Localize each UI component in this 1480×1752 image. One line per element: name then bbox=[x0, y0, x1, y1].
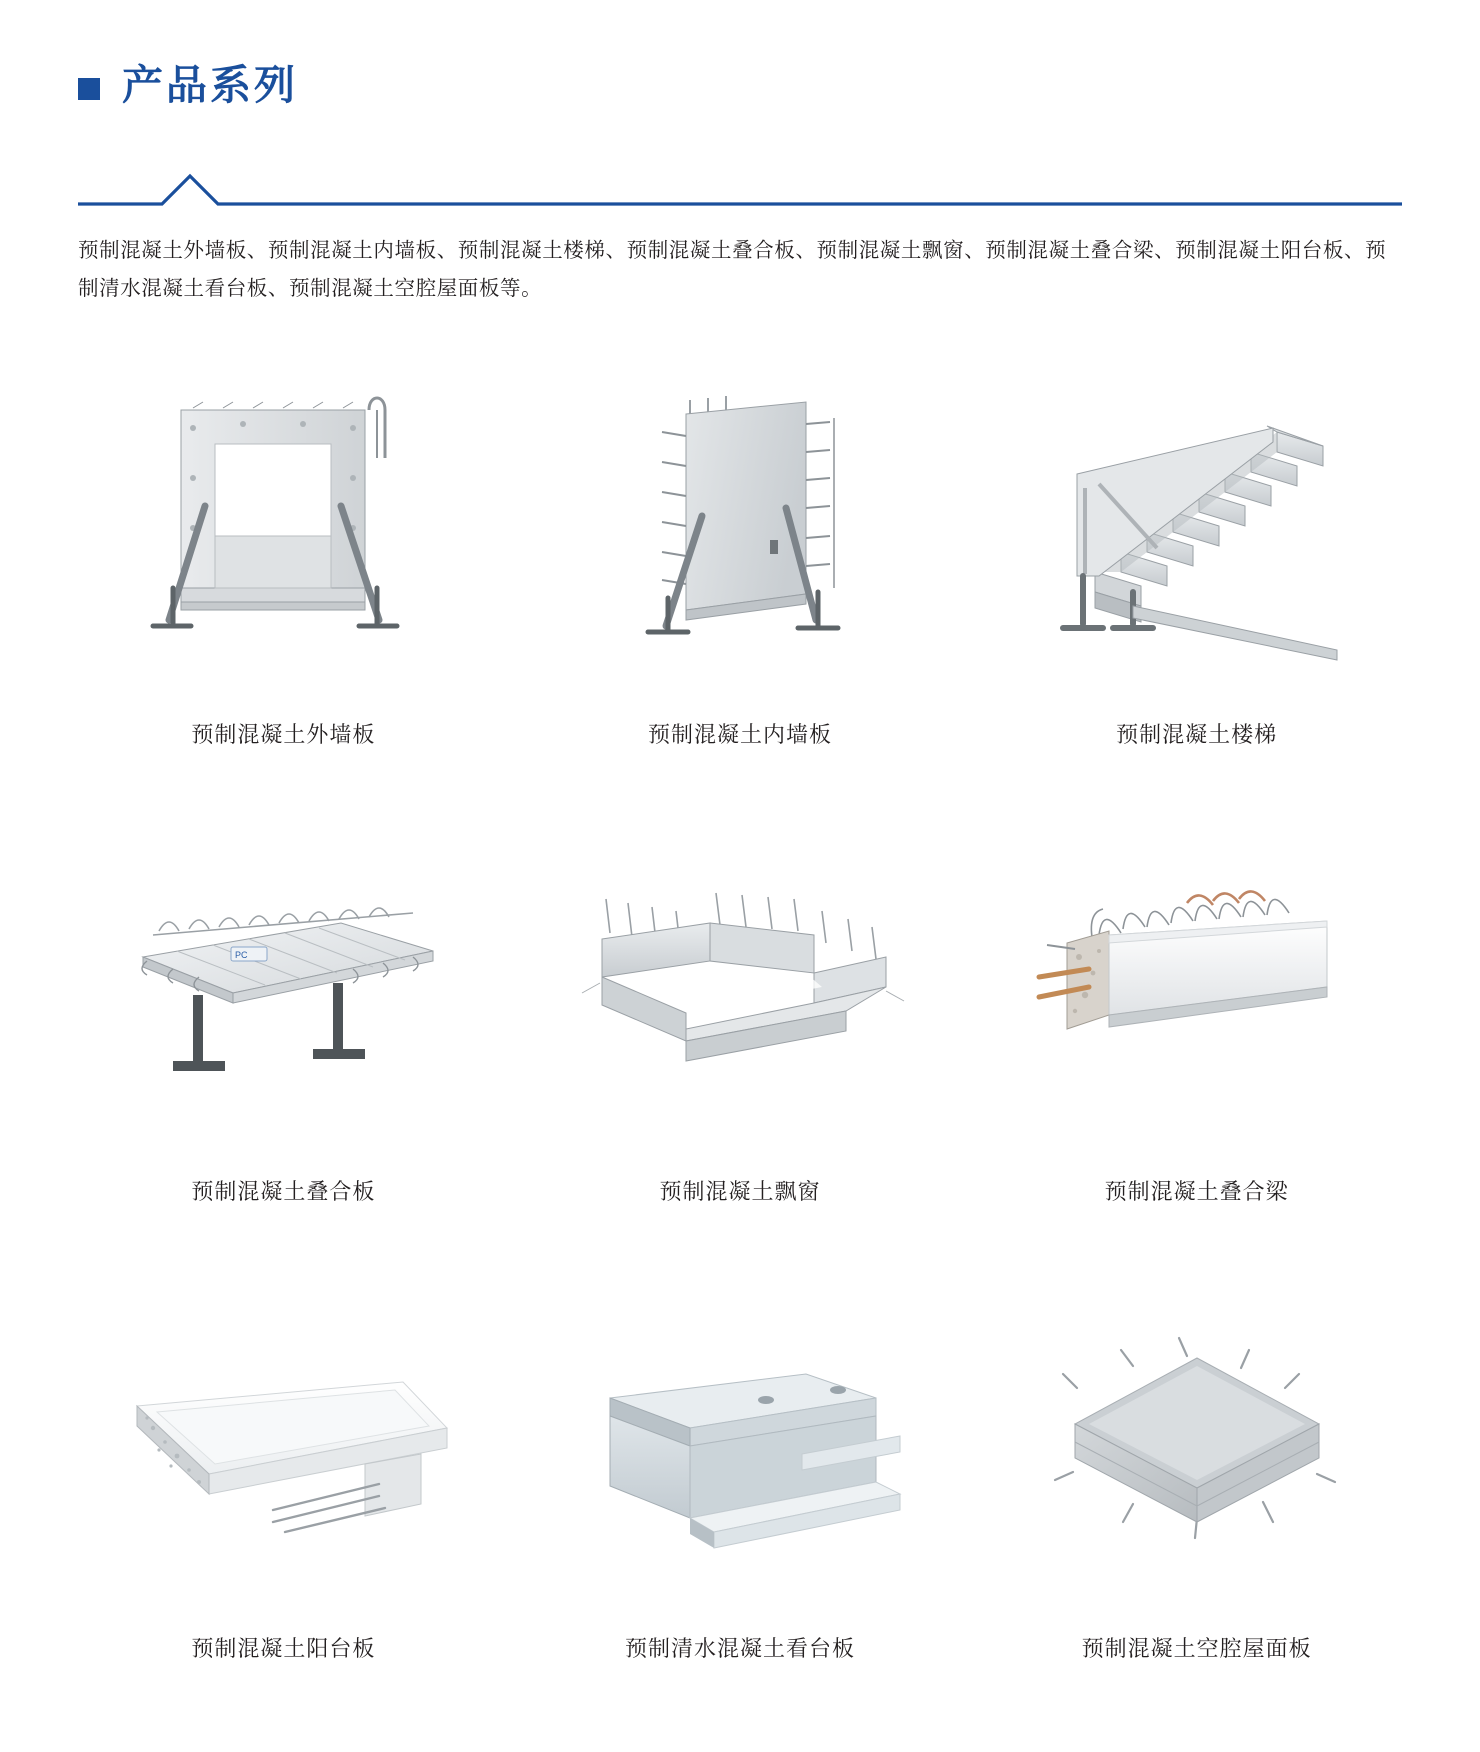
product-caption: 预制混凝土飘窗 bbox=[659, 1178, 821, 1204]
product-caption: 预制清水混凝土看台板 bbox=[624, 1635, 855, 1661]
precast-balcony-slab-photo bbox=[60, 1292, 507, 1602]
product-caption: 预制混凝土空腔屋面板 bbox=[1081, 1635, 1312, 1661]
page-title: 产品系列 bbox=[122, 62, 298, 109]
section-divider bbox=[78, 170, 1402, 212]
product-card[interactable] bbox=[60, 1292, 507, 1663]
svg-text:PC: PC bbox=[235, 949, 248, 960]
product-caption: 预制混凝土阳台板 bbox=[191, 1635, 376, 1661]
product-caption: 预制混凝土叠合板 bbox=[191, 1178, 376, 1204]
product-caption: 预制混凝土楼梯 bbox=[1116, 721, 1278, 747]
precast-composite-slab-photo bbox=[60, 835, 507, 1145]
product-card[interactable] bbox=[517, 835, 964, 1206]
product-card[interactable] bbox=[60, 835, 507, 1206]
page-header bbox=[0, 0, 1480, 134]
product-caption: 预制混凝土外墙板 bbox=[191, 721, 376, 747]
product-card[interactable] bbox=[60, 378, 507, 749]
precast-hollow-roof-panel-photo bbox=[973, 1292, 1420, 1602]
product-caption: 预制混凝土叠合梁 bbox=[1104, 1178, 1289, 1204]
chevron-up-divider-icon bbox=[78, 170, 1402, 212]
product-card[interactable] bbox=[973, 378, 1420, 749]
product-card[interactable] bbox=[517, 1292, 964, 1663]
precast-fair-faced-grandstand-slab-photo bbox=[517, 1292, 964, 1602]
product-card[interactable] bbox=[973, 1292, 1420, 1663]
intro-paragraph: 预制混凝土外墙板、预制混凝土内墙板、预制混凝土楼梯、预制混凝土叠合板、预制混凝土飘窗、预制混凝土叠合梁、预制混凝土阳台板、预制清水混凝土看台板、预制混凝土空腔屋面板等。 bbox=[78, 238, 1387, 300]
product-grid bbox=[60, 378, 1420, 1663]
precast-stair-photo bbox=[973, 378, 1420, 688]
product-caption: 预制混凝土内墙板 bbox=[647, 721, 832, 747]
precast-composite-beam-photo bbox=[973, 835, 1420, 1145]
precast-interior-wall-panel-photo bbox=[517, 378, 964, 688]
square-bullet-icon bbox=[78, 78, 100, 100]
precast-exterior-wall-panel-photo bbox=[60, 378, 507, 688]
precast-bay-window-photo bbox=[517, 835, 964, 1145]
product-card[interactable] bbox=[973, 835, 1420, 1206]
product-card[interactable] bbox=[517, 378, 964, 749]
